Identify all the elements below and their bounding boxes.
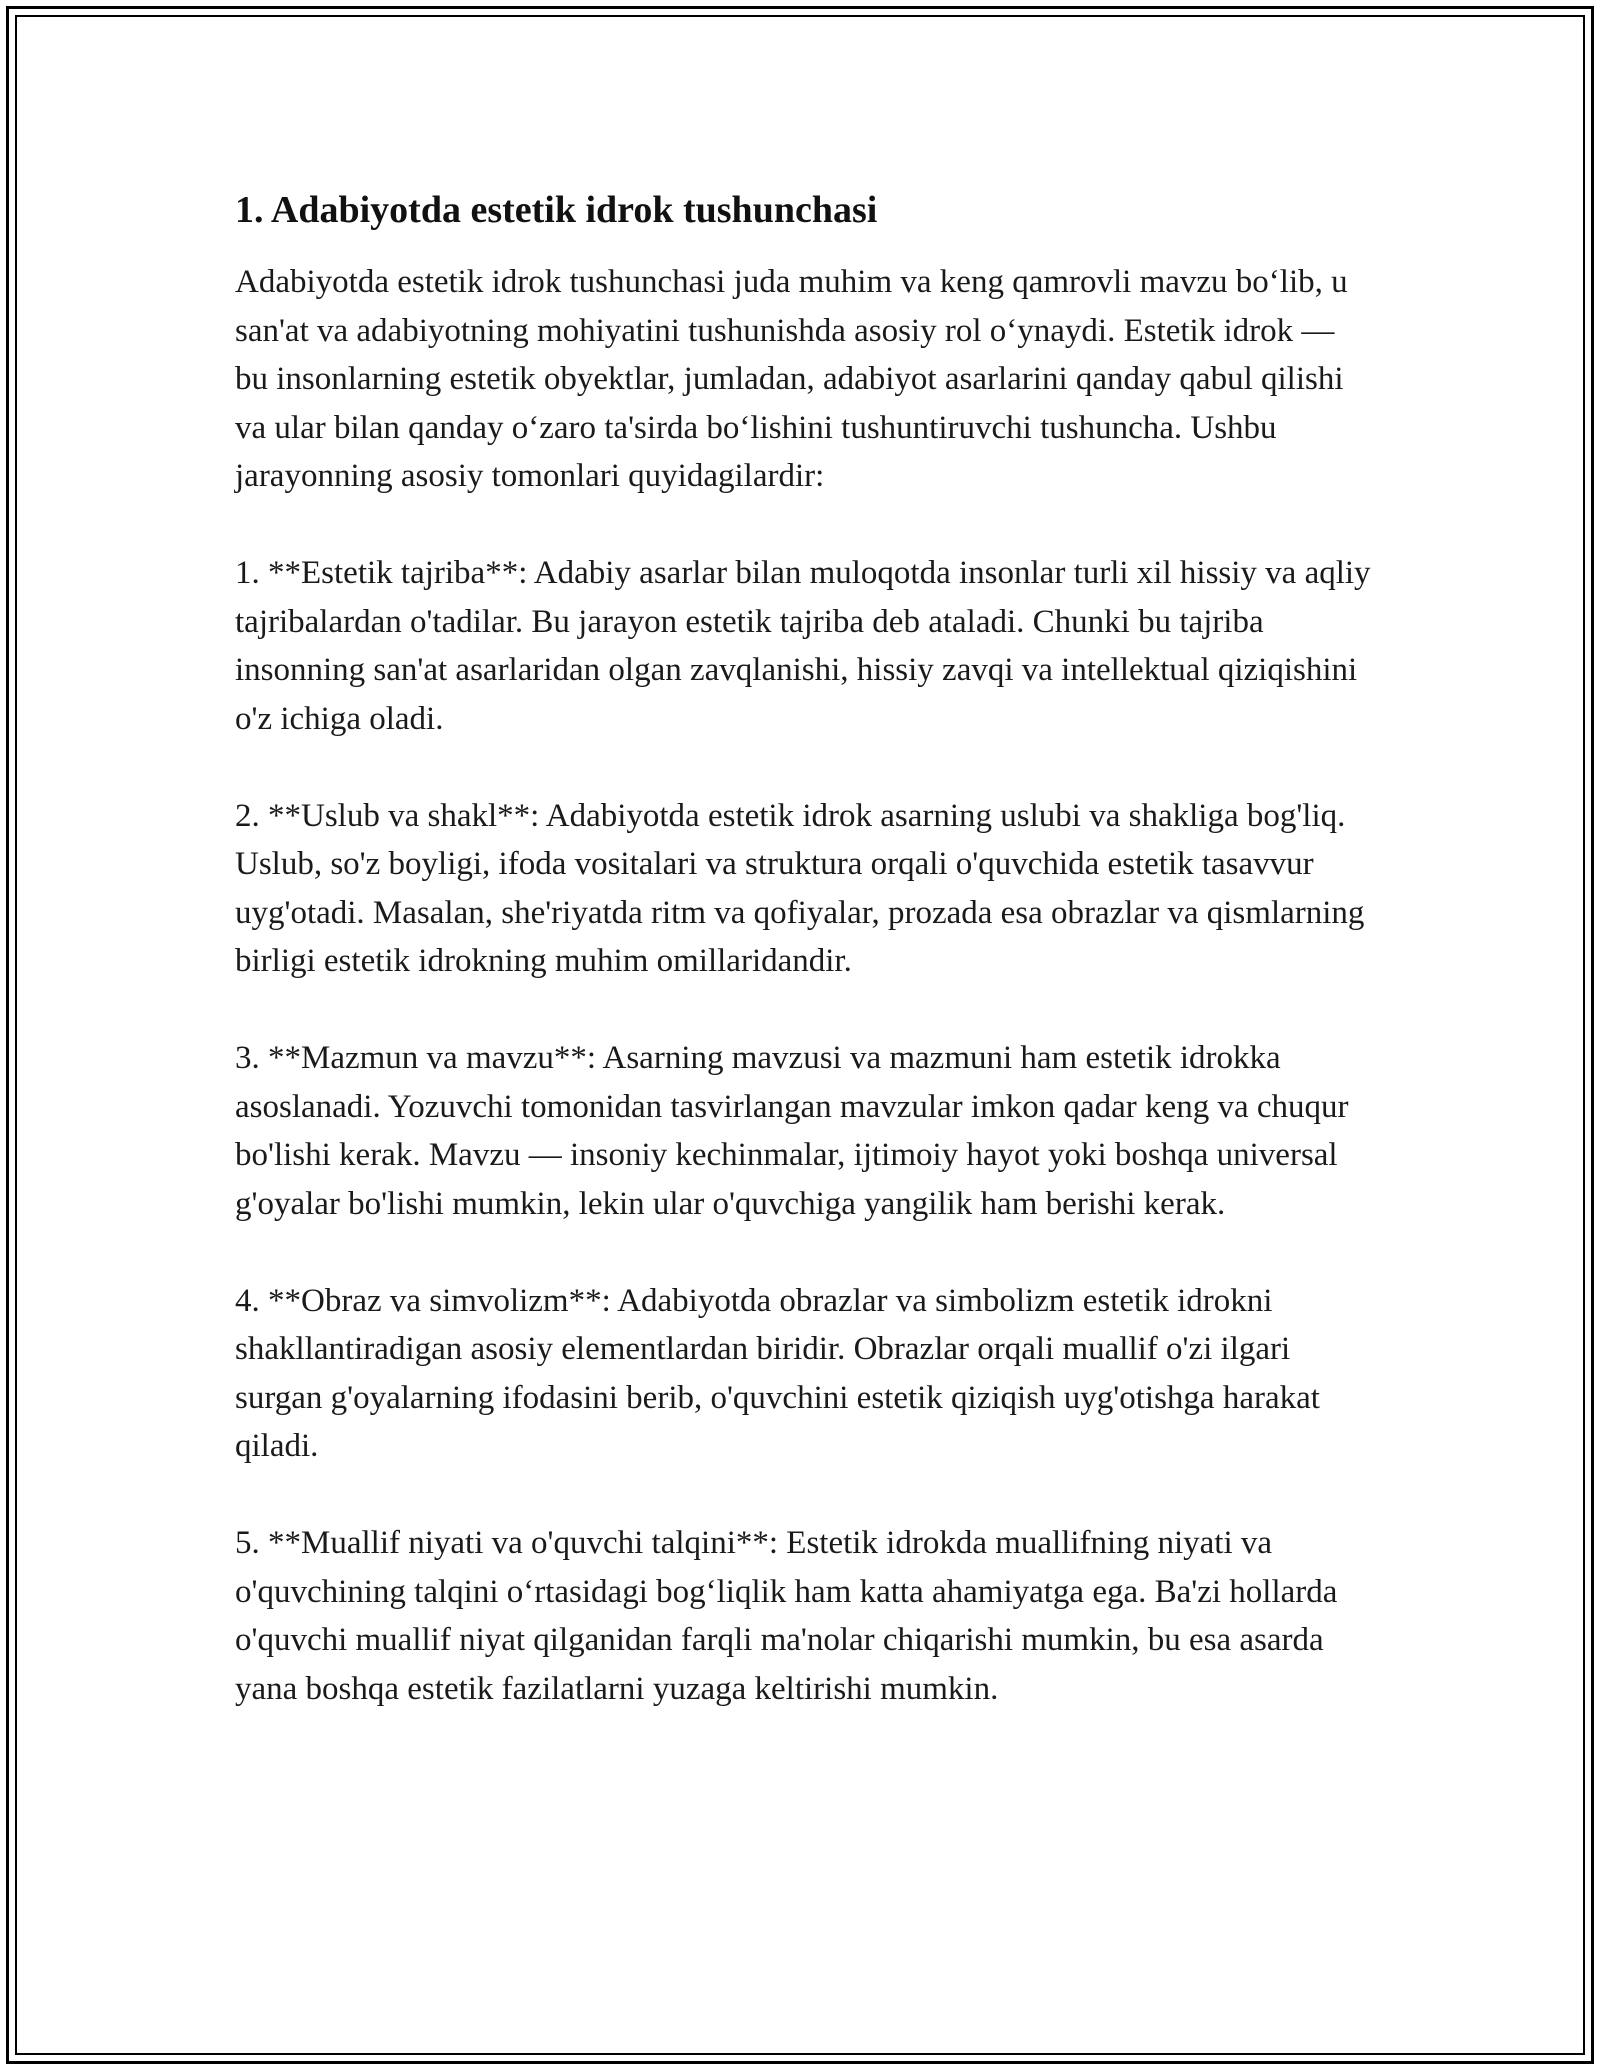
list-item-uslub-va-shakl: 2. **Uslub va shakl**: Adabiyotda estetik idrok asarning uslubi va shakliga bog'liq. Uslub, so'z boyligi, ifoda vositalari va struktura orqali o'quvchida estetik tasavvur uyg'otadi. Masalan, she'riyatda ritm va qofiyalar, prozada esa obrazlar va qismlarning birligi estetik idrokning muhim omillaridandir. — [235, 797, 1365, 979]
list-item-muallif-niyati: 5. **Muallif niyati va o'quvchi talqini**: Estetik idrokda muallifning niyati va o'quvchining talqini o‘rtasidagi bog‘liqlik ham katta ahamiyatga ega. Ba'zi hollarda o'quvchi muallif niyat qilganidan farqli ma'nolar chiqarishi mumkin, bu esa asarda yana boshqa estetik fazilatlarni yuzaga keltirishi mumkin. — [235, 1525, 1338, 1707]
list-item-mazmun-va-mavzu: 3. **Mazmun va mavzu**: Asarning mavzusi va mazmuni ham estetik idrokka asoslanadi. Yozuvchi tomonidan tasvirlangan mavzular imkon qadar keng va chuqur bo'lishi kerak. Mavzu — insoniy kechinmalar, ijtimoiy hayot yoki boshqa universal g'oyalar bo'lishi mumkin, lekin ular o'quvchiga yangilik ham berishi kerak. — [235, 1040, 1349, 1222]
intro-paragraph: Adabiyotda estetik idrok tushunchasi juda muhim va keng qamrovli mavzu bo‘lib, u san'at va adabiyotning mohiyatini tushunishda asosiy rol o‘ynaydi. Estetik idrok — bu insonlarning estetik obyektlar, jumladan, adabiyot asarlarini qanday qabul qilishi va ular bilan qanday o‘zaro ta'sirda bo‘lishini tushuntiruvchi tushuncha. Ushbu jarayonning asosiy tomonlari quyidagilardir: — [235, 264, 1348, 494]
list-item-obraz-va-simvolizm: 4. **Obraz va simvolizm**: Adabiyotda obrazlar va simbolizm estetik idrokni shakllantiradigan asosiy elementlardan biridir. Obrazlar orqali muallif o'zi ilgari surgan g'oyalarning ifodasini berib, o'quvchini estetik qiziqish uyg'otishga harakat qiladi. — [235, 1282, 1320, 1464]
document-body — [235, 186, 1375, 1713]
section-heading: 1. Adabiyotda estetik idrok tushunchasi — [235, 189, 878, 231]
list-item-estetik-tajriba: 1. **Estetik tajriba**: Adabiy asarlar bilan muloqotda insonlar turli xil hissiy va aqliy tajribalardan o'tadilar. Bu jarayon estetik tajriba deb ataladi. Chunki bu tajriba insonning san'at asarlaridan olgan zavqlanishi, hissiy zavqi va intellektual qiziqishini o'z ichiga oladi. — [235, 555, 1371, 737]
